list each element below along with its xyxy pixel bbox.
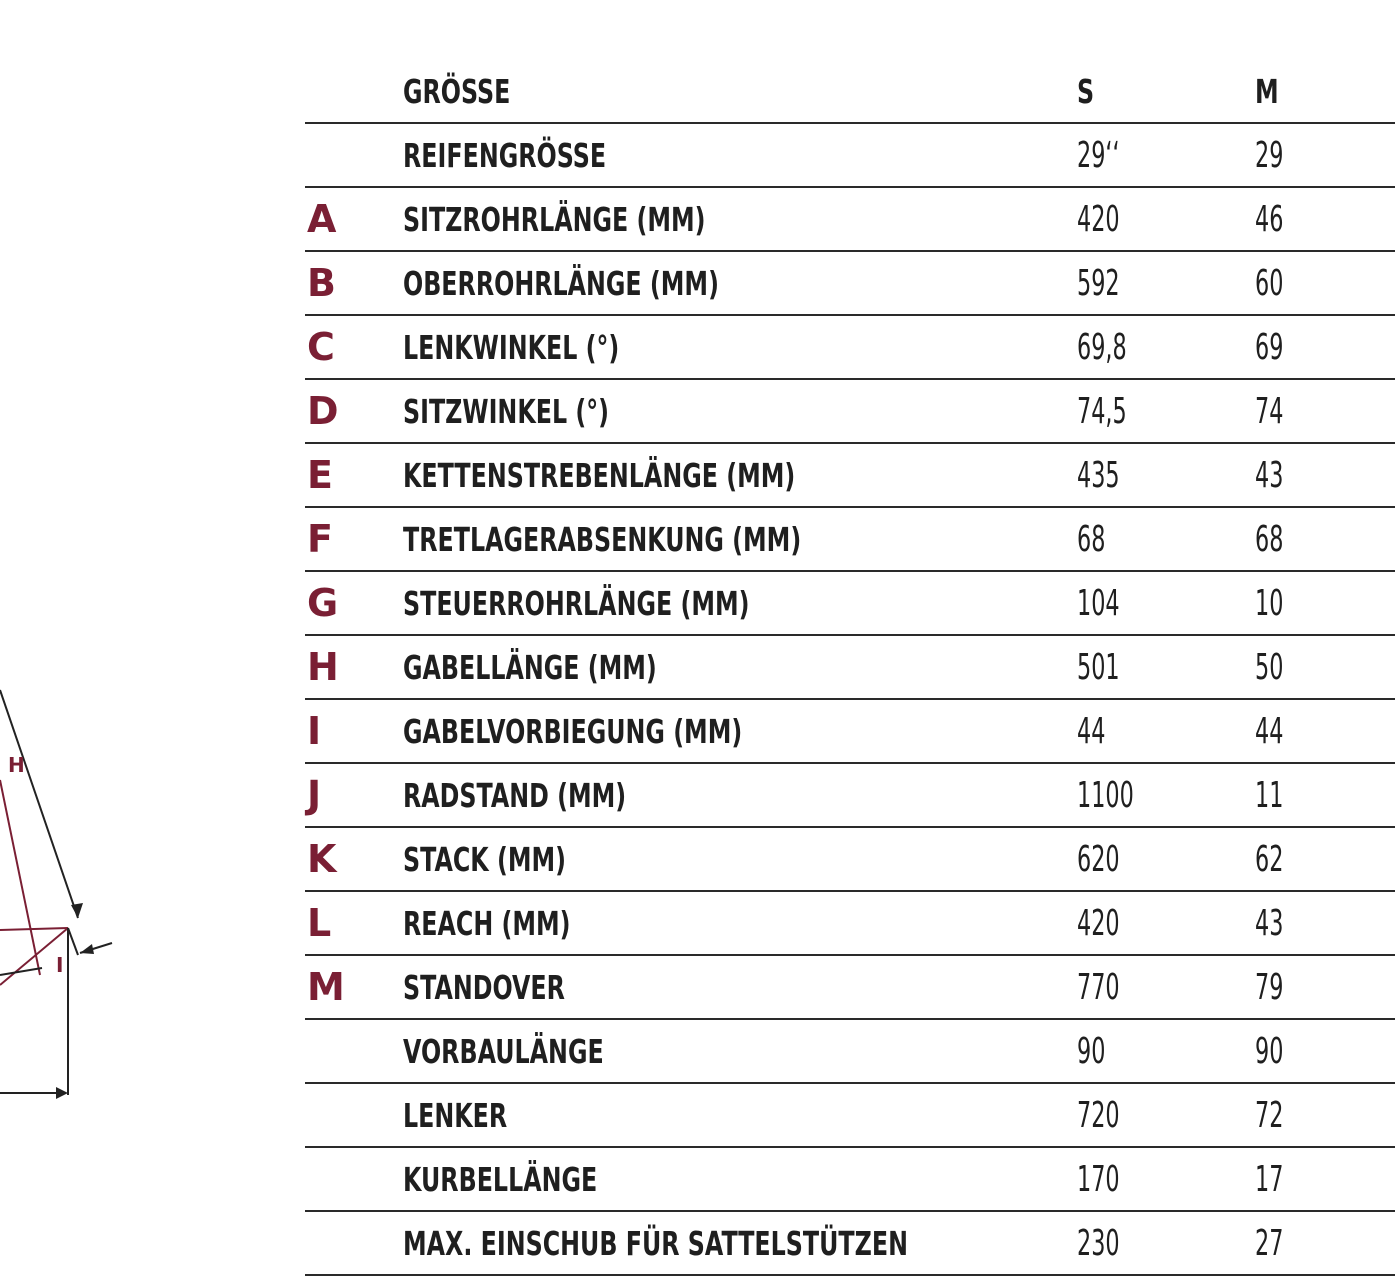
row-label: VORBAULÄNGE (403, 1031, 604, 1071)
size-s-header: S (1077, 71, 1095, 111)
value-size-s: 770 (1077, 966, 1120, 1008)
table-row (305, 379, 1395, 443)
row-letter: J (307, 773, 322, 817)
value-size-s: 74,5 (1077, 390, 1127, 432)
row-label: SITZROHRLÄNGE (MM) (403, 199, 706, 239)
table-row (305, 1147, 1395, 1211)
i-tick (0, 968, 42, 975)
value-size-s: 420 (1077, 902, 1120, 944)
geometry-table (305, 60, 1395, 1276)
row-letter: E (307, 453, 333, 497)
row-label: REACH (MM) (403, 903, 571, 943)
value-size-m: 72 (1255, 1094, 1284, 1136)
geometry-table-body (305, 123, 1395, 1275)
table-row (305, 443, 1395, 507)
row-letter: D (307, 389, 339, 433)
value-size-s: 104 (1077, 582, 1120, 624)
value-size-s: 720 (1077, 1094, 1120, 1136)
frame-geometry-diagram (0, 0, 300, 1280)
value-size-s: 1100 (1077, 774, 1134, 816)
row-label: STACK (MM) (403, 839, 567, 879)
row-label: KURBELLÄNGE (403, 1159, 598, 1199)
header-letter-cell (305, 60, 403, 123)
value-size-m: 46 (1255, 198, 1284, 240)
value-size-s: 592 (1077, 262, 1120, 304)
row-letter (305, 1211, 403, 1275)
table-row (305, 187, 1395, 251)
h-dimension-line (0, 690, 78, 918)
row-label: GABELVORBIEGUNG (MM) (403, 711, 743, 751)
value-size-m: 17 (1255, 1158, 1284, 1200)
row-letter (305, 123, 403, 187)
value-size-m: 74 (1255, 390, 1284, 432)
row-letter: M (307, 965, 345, 1009)
row-label: STANDOVER (403, 967, 565, 1007)
row-label: LENKWINKEL (°) (403, 327, 620, 367)
size-m-header: M (1255, 71, 1279, 111)
value-size-s: 501 (1077, 646, 1120, 688)
i-arrow-head (80, 944, 94, 954)
row-letter: K (307, 837, 337, 881)
row-letter: A (307, 197, 337, 241)
value-size-s: 170 (1077, 1158, 1120, 1200)
value-size-m: 27 (1255, 1222, 1284, 1264)
row-label: LENKER (403, 1095, 508, 1135)
table-row (305, 699, 1395, 763)
row-letter: H (307, 645, 339, 689)
row-letter (305, 1147, 403, 1211)
value-size-m: 10 (1255, 582, 1284, 624)
value-size-m: 29 (1255, 134, 1284, 176)
value-size-m: 43 (1255, 902, 1284, 944)
table-row (305, 1211, 1395, 1275)
row-label: GABELLÄNGE (MM) (403, 647, 657, 687)
table-row (305, 891, 1395, 955)
value-size-s: 420 (1077, 198, 1120, 240)
table-row (305, 1019, 1395, 1083)
row-label: OBERROHRLÄNGE (MM) (403, 263, 719, 303)
row-letter: I (307, 709, 322, 753)
row-letter: B (307, 261, 336, 305)
row-letter: L (307, 901, 332, 945)
size-column-header: GRÖSSE (403, 71, 511, 111)
value-size-s: 230 (1077, 1222, 1120, 1264)
row-letter: C (307, 325, 335, 369)
i-marker-line (68, 928, 78, 955)
value-size-m: 68 (1255, 518, 1284, 560)
i-label: I (56, 953, 64, 977)
row-label: SITZWINKEL (°) (403, 391, 609, 431)
row-letter (305, 1083, 403, 1147)
table-row (305, 1083, 1395, 1147)
value-size-m: 60 (1255, 262, 1284, 304)
value-size-m: 79 (1255, 966, 1284, 1008)
table-row (305, 571, 1395, 635)
h-label: H (8, 753, 25, 777)
table-row (305, 251, 1395, 315)
row-letter: G (307, 581, 339, 625)
table-row (305, 827, 1395, 891)
value-size-s: 90 (1077, 1030, 1106, 1072)
row-letter: F (307, 517, 333, 561)
row-label: KETTENSTREBENLÄNGE (MM) (403, 455, 796, 495)
value-size-s: 68 (1077, 518, 1106, 560)
value-size-m: 43 (1255, 454, 1284, 496)
table-row (305, 315, 1395, 379)
row-label: STEUERROHRLÄNGE (MM) (403, 583, 750, 623)
table-row (305, 635, 1395, 699)
value-size-m: 44 (1255, 710, 1284, 752)
row-label: TRETLAGERABSENKUNG (MM) (403, 519, 802, 559)
value-size-m: 50 (1255, 646, 1284, 688)
row-label: REIFENGRÖSSE (403, 135, 607, 175)
value-size-s: 435 (1077, 454, 1120, 496)
value-size-s: 29‘‘ (1077, 134, 1120, 176)
value-size-s: 620 (1077, 838, 1120, 880)
row-label: RADSTAND (MM) (403, 775, 627, 815)
wheelbase-arrow-head (56, 1087, 68, 1099)
fork-line (0, 780, 40, 975)
row-letter (305, 1019, 403, 1083)
table-row (305, 123, 1395, 187)
table-header-row (305, 60, 1395, 123)
value-size-m: 90 (1255, 1030, 1284, 1072)
value-size-m: 69 (1255, 326, 1284, 368)
value-size-s: 69,8 (1077, 326, 1127, 368)
table-row (305, 763, 1395, 827)
value-size-m: 62 (1255, 838, 1284, 880)
h-arrow-head (71, 903, 83, 918)
table-row (305, 507, 1395, 571)
value-size-m: 11 (1255, 774, 1284, 816)
value-size-s: 44 (1077, 710, 1106, 752)
table-row (305, 955, 1395, 1019)
fork-line (0, 928, 68, 930)
row-label: MAX. EINSCHUB FÜR SATTELSTÜTZEN (403, 1223, 908, 1263)
